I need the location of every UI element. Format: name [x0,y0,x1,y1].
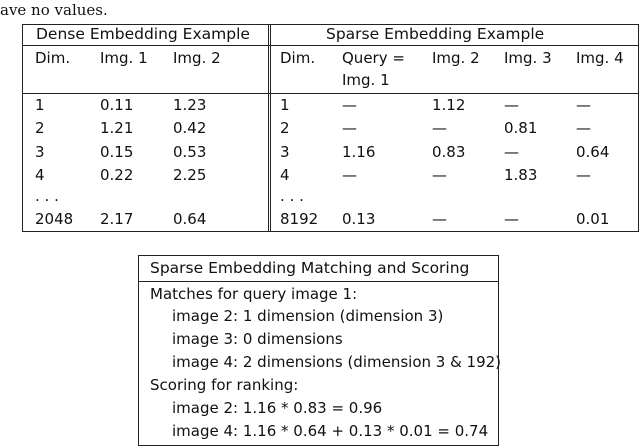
table-cell: 1.23 [173,96,207,114]
table-cell: — [504,96,519,114]
table-cell: 0.53 [173,143,207,161]
table-cell: 2048 [35,210,74,228]
table-cell: 2.25 [173,166,207,184]
table-cell: 1 [280,96,290,114]
table-cell: 4 [280,166,290,184]
table-cell: — [576,166,591,184]
sparse-header-img3: Img. 3 [504,49,552,67]
sparse-title: Sparse Embedding Example [326,25,545,43]
score-line: image 4: 1.16 * 0.64 + 0.13 * 0.01 = 0.74 [172,422,489,440]
table-cell: — [432,166,447,184]
table-ellipsis: . . . [280,187,304,205]
table-cell: 3 [35,143,45,161]
table-cell: 0.13 [342,210,376,228]
scoring-title: Sparse Embedding Matching and Scoring [150,259,470,277]
sparse-header-dim: Dim. [280,49,316,67]
table-cell: 8192 [280,210,319,228]
table-cell: 0.64 [173,210,207,228]
scoring-heading: Scoring for ranking: [150,376,299,394]
table-cell: 2 [280,119,290,137]
table-cell: 3 [280,143,290,161]
score-line: image 2: 1.16 * 0.83 = 0.96 [172,399,383,417]
table-cell: 0.64 [576,143,610,161]
matches-heading: Matches for query image 1: [150,285,358,303]
table-cell: — [504,210,519,228]
table-cell: — [576,119,591,137]
dense-header-dim: Dim. [35,49,71,67]
header-rule [22,93,639,94]
sparse-header-img4: Img. 4 [576,49,624,67]
table-cell: 1.21 [100,119,134,137]
table-cell: 0.15 [100,143,134,161]
table-cell: 1 [35,96,45,114]
title-rule [22,45,639,46]
table-cell: — [432,119,447,137]
table-cell: 0.11 [100,96,134,114]
table-cell: 0.42 [173,119,207,137]
table-cell: 2 [35,119,45,137]
table-cell: — [342,96,357,114]
match-line: image 2: 1 dimension (dimension 3) [172,307,444,325]
table-cell: 2.17 [100,210,134,228]
table-cell: 0.81 [504,119,538,137]
scoring-title-rule [138,281,499,282]
table-cell: — [342,166,357,184]
table-cell: — [504,143,519,161]
table-divider [268,24,271,232]
dense-title: Dense Embedding Example [36,25,250,43]
table-cell: — [432,210,447,228]
table-cell: 1.16 [342,143,376,161]
table-cell: 0.22 [100,166,134,184]
sparse-header-query: Query = [342,49,405,67]
sparse-header-img2: Img. 2 [432,49,480,67]
caption-fragment: ave no values. [0,1,108,19]
table-cell: — [342,119,357,137]
table-cell: — [576,96,591,114]
sparse-header-query-line2: Img. 1 [342,71,390,89]
table-cell: 1.12 [432,96,466,114]
table-cell: 0.01 [576,210,610,228]
match-line: image 4: 2 dimensions (dimension 3 & 192) [172,353,502,371]
table-ellipsis: . . . [35,187,59,205]
table-cell: 1.83 [504,166,538,184]
dense-header-img1: Img. 1 [100,49,148,67]
table-cell: 0.83 [432,143,466,161]
table-cell: 4 [35,166,45,184]
dense-header-img2: Img. 2 [173,49,221,67]
match-line: image 3: 0 dimensions [172,330,343,348]
